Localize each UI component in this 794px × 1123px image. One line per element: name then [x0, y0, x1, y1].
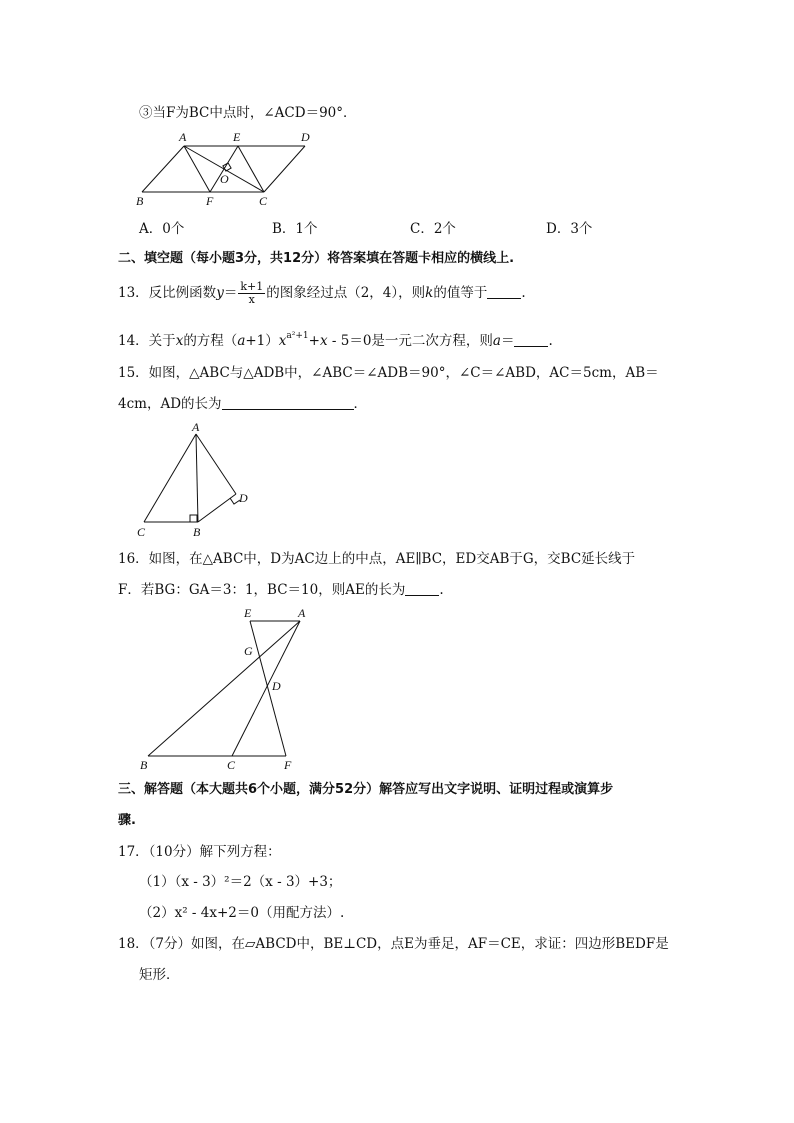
- question-13: 13．反比例函数y＝ $\frac{k+1}{x}$ 的图象经过点（2，4），则k的值等于 .: [118, 280, 526, 306]
- q16-label-g: G: [244, 644, 253, 658]
- q16-label-e: E: [244, 606, 252, 620]
- q12-option-c: C．2个: [410, 221, 456, 237]
- q12-label-b: B: [136, 194, 144, 208]
- q17-part-1: （1）（x - 3）²＝2（x - 3）+3；: [139, 874, 342, 890]
- q15-label-a: A: [192, 420, 200, 434]
- q12-figure: [130, 128, 320, 210]
- q12-label-d: D: [301, 130, 310, 144]
- q18-line-1: 18．（7分）如图，在▱ABCD中，BE⊥CD，点E为垂足，AF＝CE，求证：四边形BEDF是: [118, 936, 669, 952]
- section-3-heading-line-2: 骤.: [118, 813, 136, 828]
- section-3-heading-line-1: 三、解答题（本大题共6个小题，满分52分）解答应写出文字说明、证明过程或演算步: [118, 782, 614, 797]
- q12-label-a: A: [179, 130, 187, 144]
- q16-answer-blank[interactable]: [405, 581, 439, 596]
- q15-figure: [130, 420, 260, 542]
- q14-answer-blank[interactable]: [514, 332, 548, 347]
- q15-line-1: 15．如图，△ABC与△ADB中，∠ABC＝∠ADB＝90°，∠C＝∠ABD，AC＝5cm，AB＝: [118, 365, 659, 381]
- q12-option-d: D．3个: [546, 221, 593, 237]
- q16-label-f: F: [284, 758, 292, 772]
- q17-part-2: （2）x² - 4x+2＝0（用配方法）.: [139, 905, 345, 921]
- q16-label-a: A: [298, 606, 306, 620]
- q13-fraction: $\frac{k+1}{x}$: [240, 280, 264, 306]
- q15-label-c: C: [137, 525, 146, 539]
- q16-label-d: D: [272, 679, 281, 693]
- q18-line-2: 矩形．: [139, 967, 180, 983]
- q15-label-b: B: [193, 525, 201, 539]
- q16-label-c: C: [227, 758, 236, 772]
- q12-label-e: E: [233, 130, 241, 144]
- q12-label-c: C: [259, 194, 268, 208]
- q15-line-2: 4cm，AD的长为 ．: [118, 396, 368, 412]
- q12-label-f: F: [206, 194, 214, 208]
- q16-figure: [130, 604, 320, 774]
- q12-statement-3: ③当F为BC中点时，∠ACD＝90°．: [139, 105, 357, 121]
- q12-label-o: O: [220, 172, 229, 186]
- q16-label-b: B: [140, 758, 148, 772]
- q12-option-a: A．0个: [139, 221, 185, 237]
- section-2-heading: 二、填空题（每小题3分，共12分）将答案填在答题卡相应的横线上.: [118, 251, 515, 266]
- q15-label-d: D: [239, 491, 248, 505]
- q16-line-2: F．若BG：GA＝3：1，BC＝10，则AE的长为 .: [118, 582, 444, 598]
- q15-answer-blank[interactable]: [222, 395, 354, 410]
- q13-answer-blank[interactable]: [487, 284, 521, 299]
- q16-line-1: 16．如图，在△ABC中，D为AC边上的中点，AE∥BC，ED交AB于G，交BC延长线于: [118, 551, 636, 567]
- question-14: 14．关于x的方程$(a+1)x^{a^2+1}+x - 5=0$是一元二次方程，则a＝ .: [118, 331, 553, 349]
- q12-option-b: B．1个: [272, 221, 318, 237]
- q17-title: 17．（10分）解下列方程：: [118, 844, 281, 860]
